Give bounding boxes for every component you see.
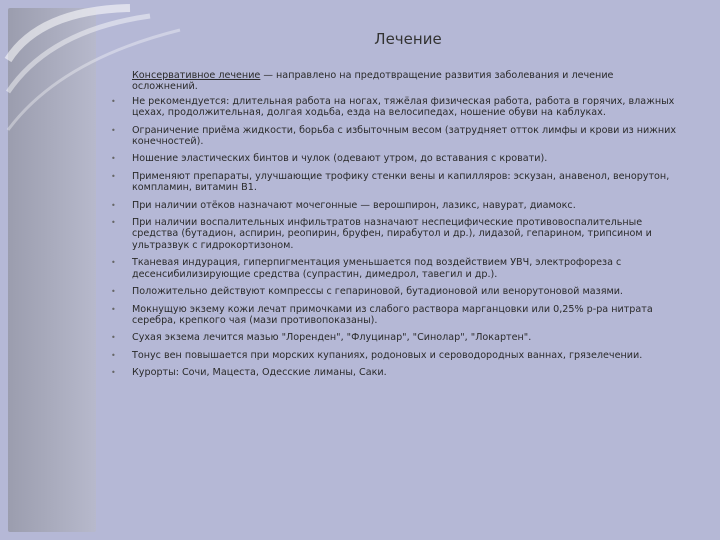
- bullet-icon: •: [111, 350, 116, 360]
- bullet-icon: •: [111, 200, 116, 210]
- list-item: • Не рекомендуется: длительная работа на ногах, тяжёлая физическая работа, работа в горячих, влажных цехах, продолжительная, долгая ходьба, езда на велосипедах, ношение обуви на каблуках.: [111, 95, 675, 119]
- list-item: • При наличии отёков назначают мочегонные — верошпирон, лазикс, навурат, диамокс.: [111, 199, 576, 211]
- intro-text: — направлено на предотвращение развития заболевания и лечение осложнений.: [132, 70, 614, 93]
- bullet-icon: •: [111, 333, 116, 343]
- list-item: • При наличии воспалительных инфильтратов назначают неспецифические противовоспалительные средства (бутадион, аспирин, реопирин, бруфен, пирабутол и др.), лидазой, гепарином, трипсином и ультразвук с гидрокортизоном.: [111, 217, 652, 251]
- content-body: [111, 70, 680, 385]
- list-item: • Мокнущую экзему кожи лечат примочками из слабого раствора марганцовки или 0,25% р-ра нитрата серебра, крепкого чая (мази противопоказаны).: [111, 303, 653, 326]
- list-item: • Ношение эластических бинтов и чулок (одевают утром, до вставания с кровати).: [111, 153, 548, 165]
- bullet-icon: •: [111, 287, 116, 297]
- list-item: • Курорты: Сочи, Мацеста, Одесские лиманы, Саки.: [111, 367, 387, 379]
- bullet-icon: •: [111, 258, 116, 268]
- list-item: • Применяют препараты, улучшающие трофику стенки вены и капилляров: эскузан, анавенол, венорутон, компламин, витамин В1.: [111, 170, 670, 194]
- list-item: • Тонус вен повышается при морских купаниях, родоновых и сероводородных ваннах, грязелечении.: [111, 349, 643, 361]
- list-item: • Положительно действуют компрессы с гепариновой, бутадионовой или венорутоновой мазями.: [111, 286, 623, 298]
- bullet-icon: •: [111, 218, 116, 228]
- intro-underlined-term: Консервативное лечение: [132, 70, 261, 81]
- slide-title: Лечение: [374, 30, 442, 48]
- bullet-icon: •: [111, 171, 116, 181]
- list-item: • Ограничение приёма жидкости, борьба с избыточным весом (затрудняет отток лимфы и крови из нижних конечностей).: [111, 124, 677, 148]
- treatment-list: [111, 95, 680, 379]
- intro-paragraph: [132, 70, 680, 93]
- list-item: • Сухая экзема лечится мазью "Лоренден", "Флуцинар", "Синолар", "Локартен".: [111, 332, 532, 344]
- bullet-icon: •: [111, 96, 116, 106]
- bullet-icon: •: [111, 125, 116, 135]
- bullet-icon: •: [111, 154, 116, 164]
- bullet-icon: •: [111, 368, 116, 378]
- bullet-icon: •: [111, 304, 116, 314]
- list-item: • Тканевая индурация, гиперпигментация уменьшается под воздействием УВЧ, электрофореза с десенсибилизирующие средства (супрастин, димедрол, тавегил и др.).: [111, 257, 622, 280]
